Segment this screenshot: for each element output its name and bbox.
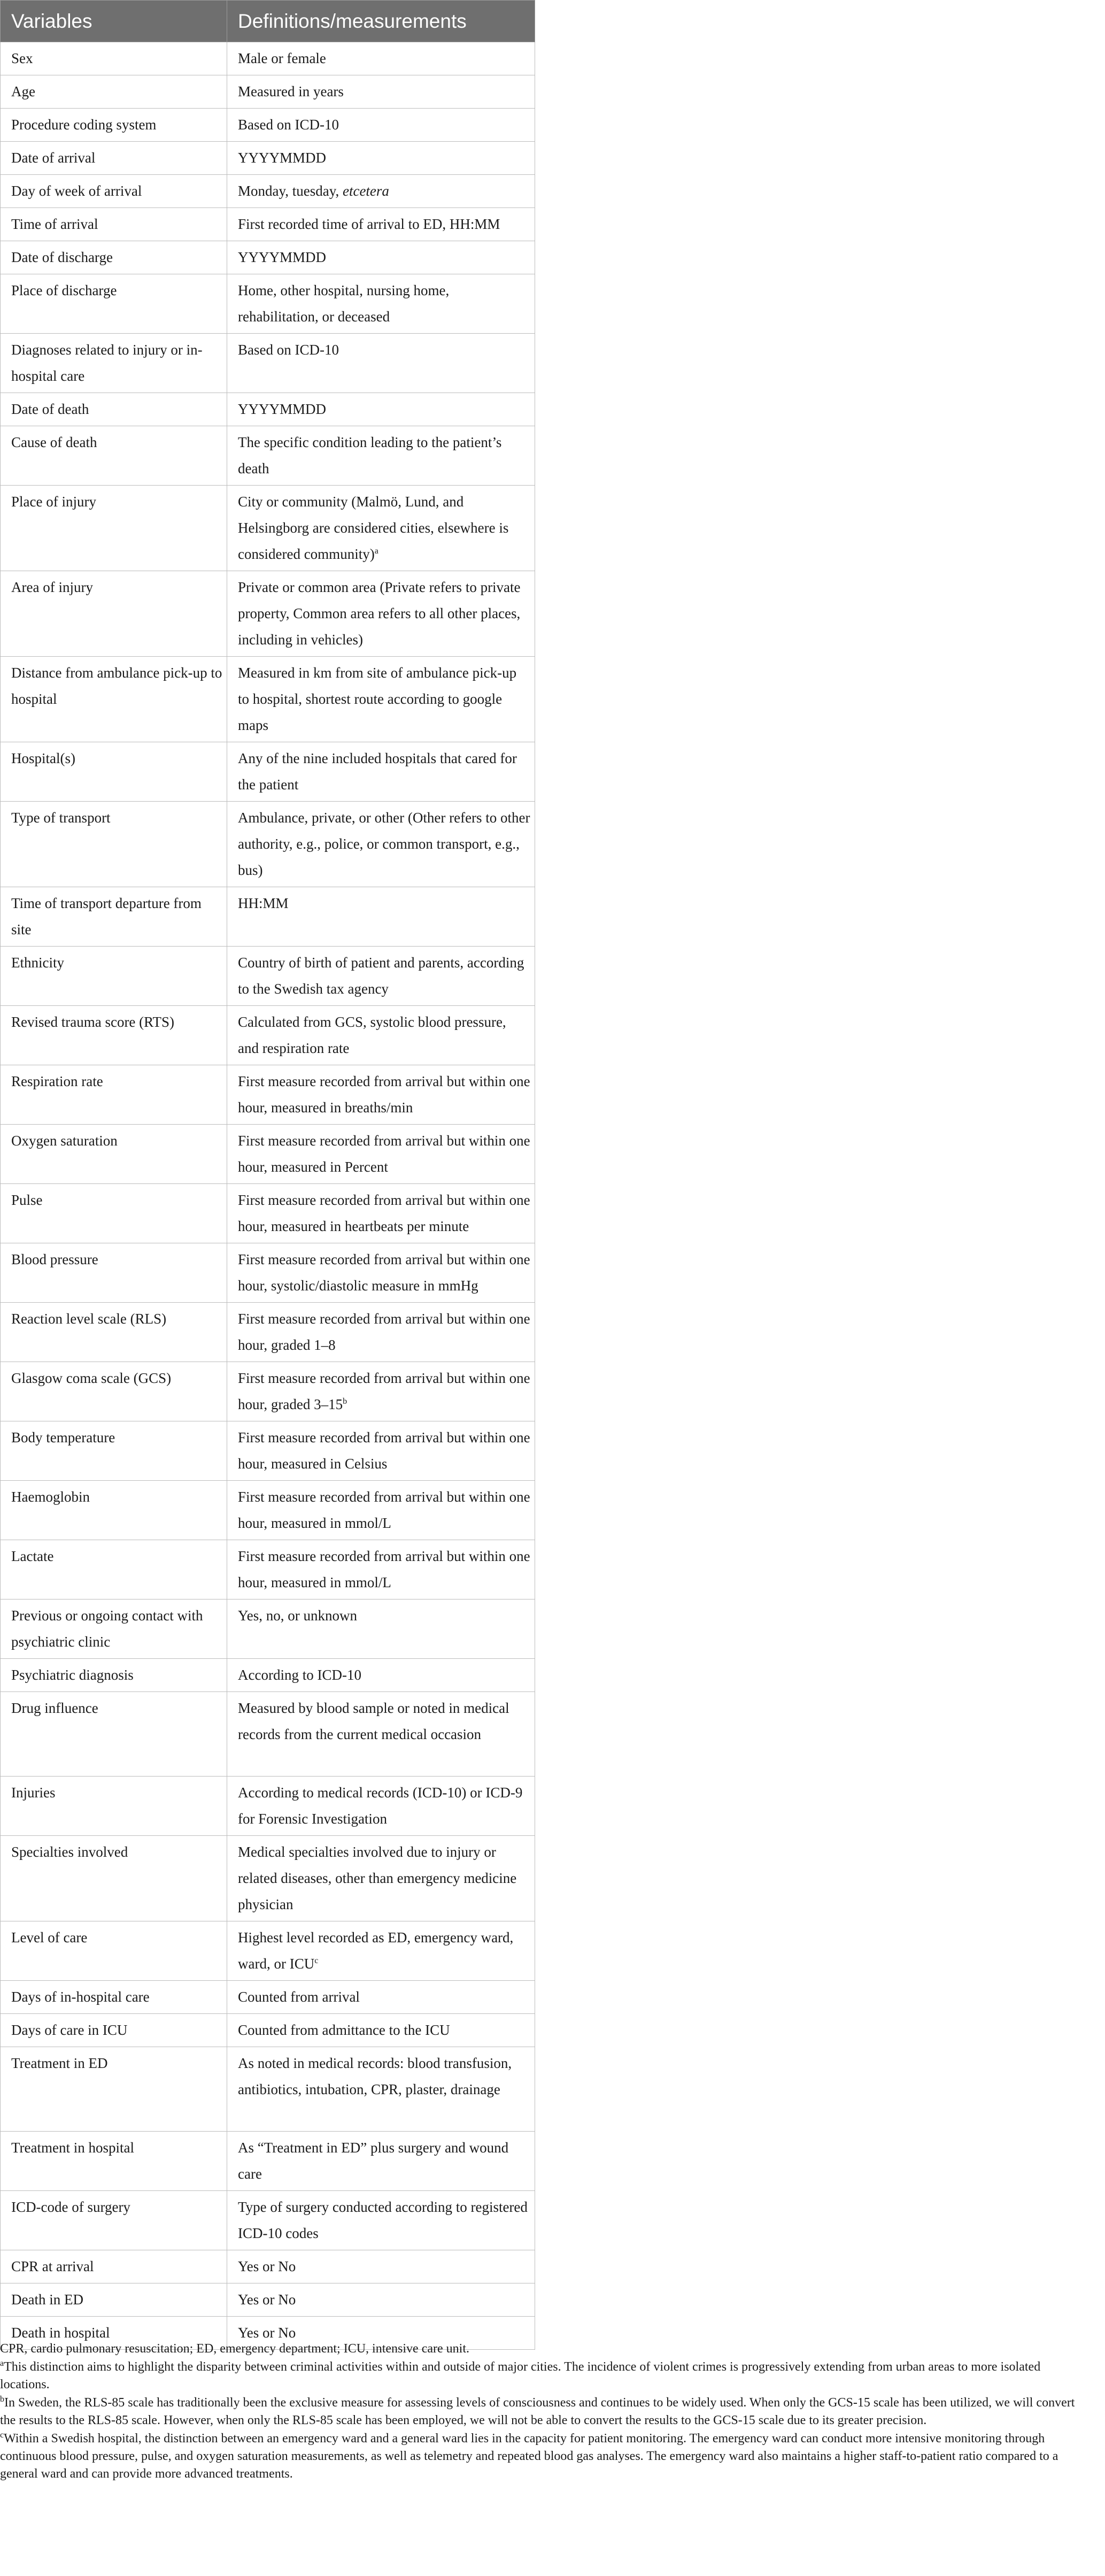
definition-text: First measure recorded from arrival but within one hour, graded 1–8 [238, 1311, 530, 1353]
variable-cell: Haemoglobin [1, 1481, 227, 1540]
definition-cell [227, 109, 535, 142]
table-row [1, 1125, 535, 1184]
table-row [1, 1303, 535, 1362]
table-row [1, 1836, 535, 1921]
table-row [1, 2132, 535, 2191]
definition-cell [227, 1243, 535, 1303]
table-footnotes [0, 2340, 1085, 2483]
table-row [1, 1481, 535, 1540]
definition-text: Based on ICD-10 [238, 117, 339, 133]
definition-cell [227, 208, 535, 241]
table-row [1, 75, 535, 109]
variable-cell: Specialties involved [1, 1836, 227, 1921]
definition-cell [227, 2250, 535, 2283]
definition-text: Measured in km from site of ambulance pick-up to hospital, shortest route according to google maps [238, 665, 517, 733]
definition-text: HH:MM [238, 895, 289, 911]
table-row [1, 175, 535, 208]
definition-cell [227, 1836, 535, 1921]
variable-cell: Date of arrival [1, 142, 227, 175]
variable-cell: Injuries [1, 1777, 227, 1836]
definition-cell [227, 142, 535, 175]
definition-cell [227, 1421, 535, 1481]
definition-italic-text: etcetera [342, 183, 389, 199]
variable-cell: Days of in-hospital care [1, 1981, 227, 2014]
definition-cell [227, 571, 535, 657]
variable-cell: Pulse [1, 1184, 227, 1243]
footnote-reference: c [314, 1956, 319, 1965]
definition-text: YYYYMMDD [238, 249, 327, 265]
definition-cell [227, 1600, 535, 1659]
definition-cell [227, 802, 535, 887]
definition-cell [227, 42, 535, 75]
definition-text: Counted from admittance to the ICU [238, 2022, 450, 2038]
variable-cell: Time of transport departure from site [1, 887, 227, 947]
table-row [1, 571, 535, 657]
table-row [1, 1692, 535, 1777]
table-row [1, 1065, 535, 1125]
table-row [1, 947, 535, 1006]
definition-text: Monday, tuesday, [238, 183, 343, 199]
definition-cell [227, 1659, 535, 1692]
variable-cell: Treatment in hospital [1, 2132, 227, 2191]
table-row [1, 2250, 535, 2283]
variable-cell: CPR at arrival [1, 2250, 227, 2283]
definition-text: First measure recorded from arrival but within one hour, measured in Percent [238, 1133, 530, 1175]
table-row [1, 241, 535, 274]
table-row [1, 1421, 535, 1481]
table-row [1, 2047, 535, 2132]
definition-cell [227, 1981, 535, 2014]
variable-cell: Respiration rate [1, 1065, 227, 1125]
variable-cell: Date of discharge [1, 241, 227, 274]
table-row [1, 1006, 535, 1065]
definition-cell [227, 2191, 535, 2250]
table-row [1, 742, 535, 802]
variable-cell: Procedure coding system [1, 109, 227, 142]
definition-text: Medical specialties involved due to injury or related diseases, other than emergency medicine physician [238, 1844, 517, 1912]
header-definitions: Definitions/measurements [227, 1, 535, 42]
definition-cell [227, 1540, 535, 1600]
definition-text: First measure recorded from arrival but within one hour, measured in mmol/L [238, 1489, 530, 1531]
variable-cell: Hospital(s) [1, 742, 227, 802]
table-body [1, 42, 535, 2350]
definition-cell [227, 1065, 535, 1125]
definition-text: As noted in medical records: blood transfusion, antibiotics, intubation, CPR, plaster, drainage [238, 2055, 512, 2097]
variable-cell: Death in ED [1, 2283, 227, 2317]
definition-cell [227, 334, 535, 393]
variable-cell: Psychiatric diagnosis [1, 1659, 227, 1692]
table-row [1, 1659, 535, 1692]
footnote-mark-a: a [0, 2359, 4, 2368]
table-row [1, 2191, 535, 2250]
table-row [1, 1921, 535, 1981]
definition-cell [227, 2283, 535, 2317]
definition-cell [227, 742, 535, 802]
footnote-reference: a [374, 547, 378, 556]
definition-text: Highest level recorded as ED, emergency ward, ward, or ICU [238, 1929, 514, 1972]
variable-cell: Reaction level scale (RLS) [1, 1303, 227, 1362]
definition-text: Private or common area (Private refers to private property, Common area refers to all other places, including in vehicles) [238, 579, 521, 648]
table-row [1, 393, 535, 426]
variables-table [0, 0, 535, 2350]
variable-cell: Lactate [1, 1540, 227, 1600]
variable-cell: Days of care in ICU [1, 2014, 227, 2047]
definition-text: Country of birth of patient and parents, according to the Swedish tax agency [238, 955, 524, 997]
definition-text: Any of the nine included hospitals that cared for the patient [238, 750, 517, 793]
definition-text: First measure recorded from arrival but within one hour, graded 3–15 [238, 1370, 530, 1412]
table-row [1, 142, 535, 175]
definition-cell [227, 1125, 535, 1184]
definition-text: First measure recorded from arrival but within one hour, measured in breaths/min [238, 1073, 530, 1116]
definition-cell [227, 175, 535, 208]
variable-cell: Area of injury [1, 571, 227, 657]
footnote-b [0, 2394, 1085, 2429]
definition-text: YYYYMMDD [238, 150, 327, 166]
table-row [1, 802, 535, 887]
definition-text: According to ICD-10 [238, 1667, 361, 1683]
definition-text: First recorded time of arrival to ED, HH:MM [238, 216, 500, 232]
definition-cell [227, 887, 535, 947]
definition-text: The specific condition leading to the patient’s death [238, 434, 502, 476]
definition-text: Calculated from GCS, systolic blood pressure, and respiration rate [238, 1014, 506, 1056]
table-row [1, 1540, 535, 1600]
footnote-reference: b [343, 1397, 347, 1406]
variable-cell: Revised trauma score (RTS) [1, 1006, 227, 1065]
table-row [1, 426, 535, 486]
table-row [1, 42, 535, 75]
definition-cell [227, 1362, 535, 1421]
definition-text: City or community (Malmö, Lund, and Helsingborg are considered cities, elsewhere is considered community) [238, 494, 509, 562]
abbreviations-note: CPR, cardio pulmonary resuscitation; ED, emergency department; ICU, intensive care unit. [0, 2342, 469, 2356]
variable-cell: Day of week of arrival [1, 175, 227, 208]
variable-cell: Cause of death [1, 426, 227, 486]
definition-text: According to medical records (ICD-10) or ICD-9 for Forensic Investigation [238, 1785, 523, 1827]
variable-cell: Place of injury [1, 486, 227, 571]
table-row [1, 1362, 535, 1421]
table-row [1, 1184, 535, 1243]
definition-cell [227, 1006, 535, 1065]
definition-cell [227, 1303, 535, 1362]
footnote-mark-b: b [0, 2395, 4, 2404]
definition-text: Ambulance, private, or other (Other refers to other authority, e.g., police, or common transport, e.g., bus) [238, 810, 530, 878]
footnote-mark-c: c [0, 2431, 4, 2440]
definition-text: Yes or No [238, 2325, 296, 2341]
variable-cell: Ethnicity [1, 947, 227, 1006]
variable-cell: Glasgow coma scale (GCS) [1, 1362, 227, 1421]
variable-cell: Death in hospital [1, 2317, 227, 2350]
variable-cell: Treatment in ED [1, 2047, 227, 2132]
variable-cell: Distance from ambulance pick-up to hospital [1, 657, 227, 742]
variable-cell: Place of discharge [1, 274, 227, 334]
definition-cell [227, 486, 535, 571]
definition-cell [227, 2014, 535, 2047]
definition-cell [227, 241, 535, 274]
definition-text: Home, other hospital, nursing home, rehabilitation, or deceased [238, 282, 450, 325]
variable-cell: Sex [1, 42, 227, 75]
definition-text: First measure recorded from arrival but within one hour, measured in heartbeats per minute [238, 1192, 530, 1234]
definition-cell [227, 1777, 535, 1836]
footnote-b-text: In Sweden, the RLS-85 scale has traditionally been the exclusive measure for assessing levels of consciousness and continues to be widely used. When only the GCS-15 scale has been utilized, we will convert the results to the RLS-85 scale. However, when only the RLS-85 scale has been employed, we will not be able to convert the results to the GCS-15 scale due to its greater precision. [0, 2396, 1075, 2427]
footnote-c [0, 2430, 1085, 2483]
definition-text: Based on ICD-10 [238, 342, 339, 358]
variable-cell: ICD-code of surgery [1, 2191, 227, 2250]
header-variables: Variables [1, 1, 227, 42]
definition-cell [227, 1481, 535, 1540]
definition-cell [227, 393, 535, 426]
table-row [1, 2283, 535, 2317]
footnote-a [0, 2358, 1085, 2394]
definition-cell [227, 2132, 535, 2191]
variable-cell: Previous or ongoing contact with psychiatric clinic [1, 1600, 227, 1659]
footnote-a-text: This distinction aims to highlight the disparity between criminal activities within and outside of major cities. The incidence of violent crimes is progressively extending from urban areas to more isolated locations. [0, 2360, 1041, 2392]
definition-text: Type of surgery conducted according to registered ICD-10 codes [238, 2199, 528, 2241]
table-row [1, 334, 535, 393]
table-row [1, 208, 535, 241]
definition-text: Yes or No [238, 2292, 296, 2308]
definition-cell [227, 2047, 535, 2132]
table-row [1, 657, 535, 742]
definition-cell [227, 657, 535, 742]
table-row [1, 2014, 535, 2047]
variable-cell: Date of death [1, 393, 227, 426]
definition-cell [227, 274, 535, 334]
variable-cell: Oxygen saturation [1, 1125, 227, 1184]
definition-text: Male or female [238, 50, 326, 66]
definition-text: Yes or No [238, 2258, 296, 2274]
variable-cell: Drug influence [1, 1692, 227, 1777]
definition-cell [227, 1184, 535, 1243]
definition-text: As “Treatment in ED” plus surgery and wound care [238, 2140, 509, 2182]
definition-text: First measure recorded from arrival but within one hour, measured in Celsius [238, 1429, 530, 1472]
definition-cell [227, 1692, 535, 1777]
definition-text: Measured by blood sample or noted in medical records from the current medical occasion [238, 1700, 509, 1742]
definition-text: First measure recorded from arrival but within one hour, measured in mmol/L [238, 1548, 530, 1590]
definition-cell [227, 947, 535, 1006]
definition-cell [227, 1921, 535, 1981]
variable-cell: Age [1, 75, 227, 109]
table-row [1, 1981, 535, 2014]
definition-text: YYYYMMDD [238, 401, 327, 417]
definition-text: Counted from arrival [238, 1989, 360, 2005]
table-row [1, 274, 535, 334]
definition-cell [227, 426, 535, 486]
table-row [1, 109, 535, 142]
table-row [1, 1600, 535, 1659]
table-row [1, 887, 535, 947]
definition-text: Yes, no, or unknown [238, 1608, 358, 1624]
table-row [1, 1777, 535, 1836]
definition-text: Measured in years [238, 83, 344, 99]
definition-cell [227, 75, 535, 109]
table-row [1, 1243, 535, 1303]
variable-cell: Time of arrival [1, 208, 227, 241]
variable-cell: Type of transport [1, 802, 227, 887]
variable-cell: Diagnoses related to injury or in-hospital care [1, 334, 227, 393]
variable-cell: Level of care [1, 1921, 227, 1981]
table-row [1, 486, 535, 571]
variable-cell: Body temperature [1, 1421, 227, 1481]
table-header-row [1, 1, 535, 42]
footnote-c-text: Within a Swedish hospital, the distinction between an emergency ward and a general ward lies in the capacity for patient monitoring. The emergency ward can conduct more intensive monitoring through continuous blood pressure, pulse, and oxygen saturation measurements, as well as telemetry and repeated blood gas analyses. The emergency ward also maintains a higher staff-to-patient ratio compared to a general ward and can provide more advanced treatments. [0, 2432, 1058, 2481]
variable-cell: Blood pressure [1, 1243, 227, 1303]
definition-text: First measure recorded from arrival but within one hour, systolic/diastolic measure in mmHg [238, 1251, 530, 1294]
